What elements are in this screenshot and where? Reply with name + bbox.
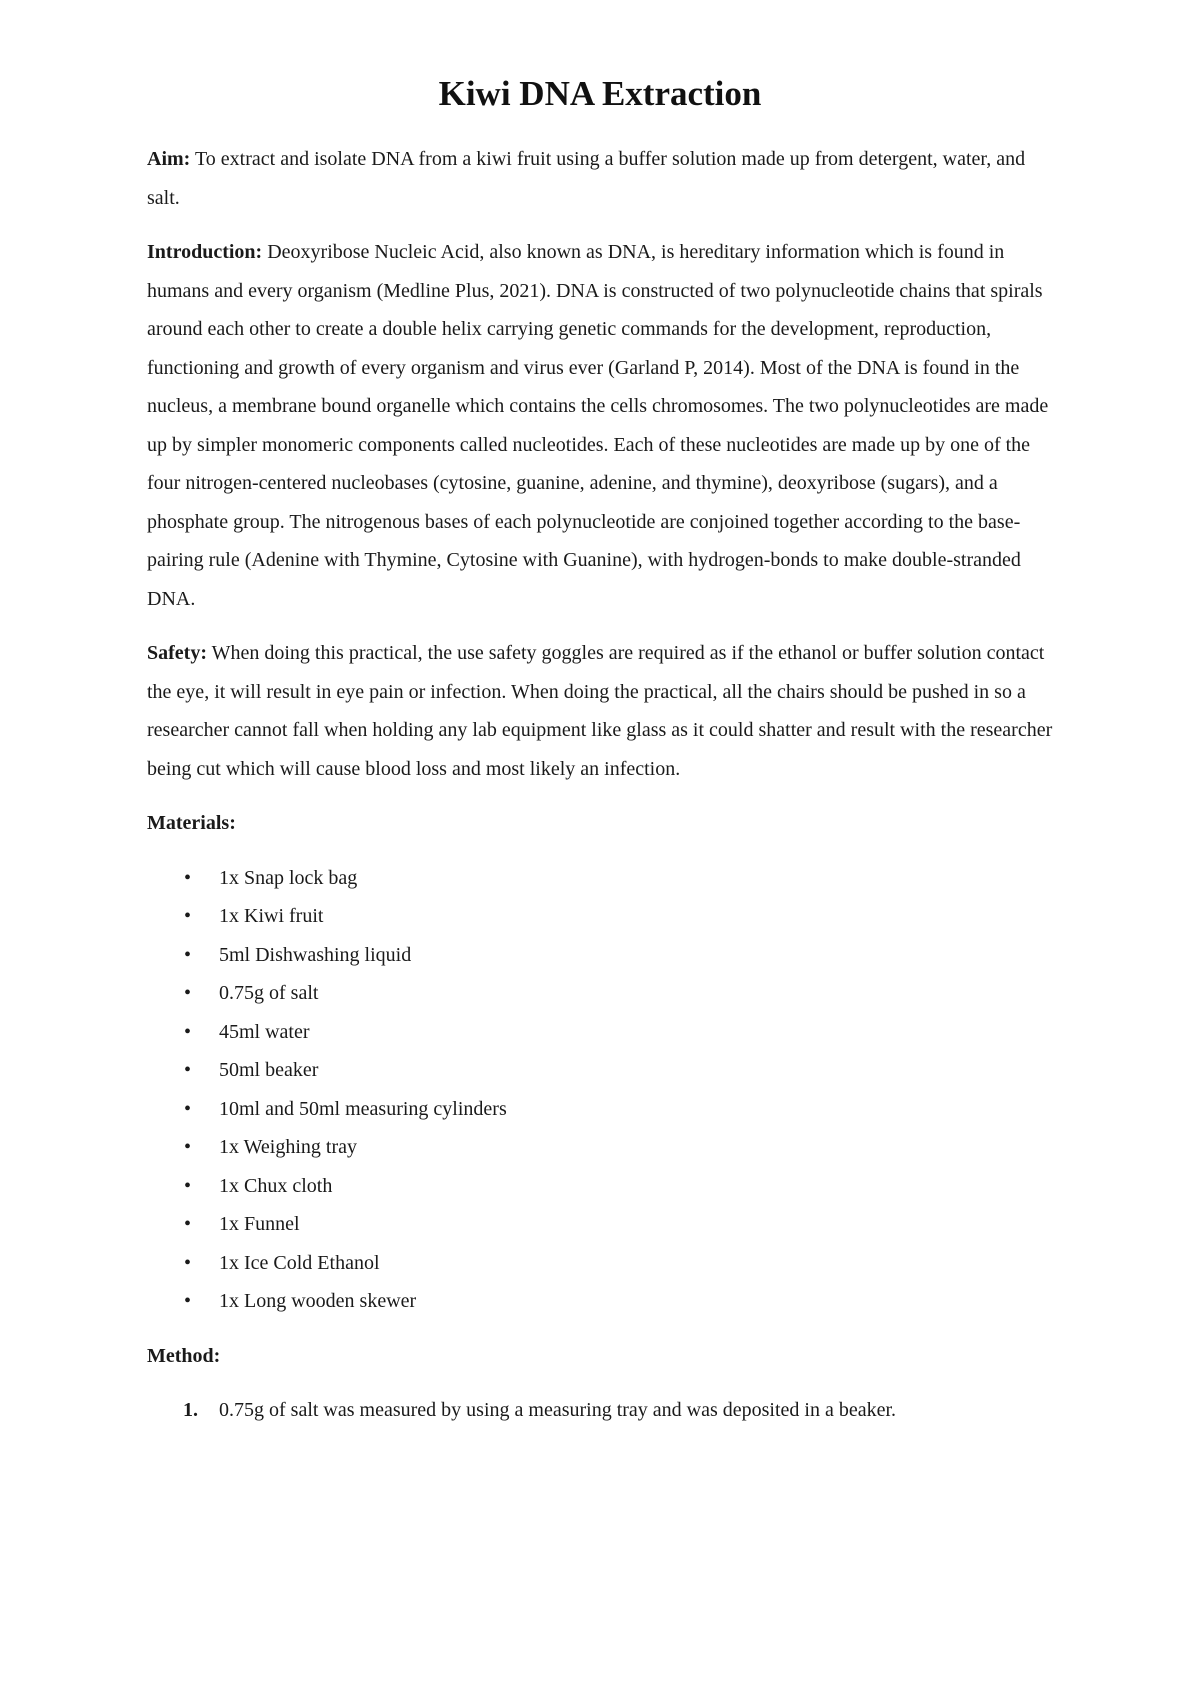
bullet-icon: • bbox=[184, 1213, 192, 1235]
safety-paragraph bbox=[147, 634, 1062, 788]
list-item bbox=[147, 859, 1062, 898]
bullet-icon: • bbox=[184, 1290, 192, 1312]
list-item bbox=[147, 1391, 1062, 1430]
bullet-icon: • bbox=[184, 905, 192, 927]
bullet-icon: • bbox=[184, 1020, 192, 1043]
bullet-icon: • bbox=[184, 1097, 192, 1120]
list-item bbox=[147, 1051, 1062, 1090]
material-item-text: 1x Ice Cold Ethanol bbox=[219, 1251, 380, 1274]
list-item bbox=[147, 936, 1062, 975]
list-item bbox=[147, 1205, 1062, 1244]
introduction-label: Introduction: bbox=[147, 241, 263, 263]
document-body bbox=[147, 140, 1062, 1430]
material-item-text: 1x Long wooden skewer bbox=[219, 1290, 417, 1312]
material-item-text: 1x Chux cloth bbox=[219, 1174, 333, 1197]
introduction-text: Deoxyribose Nucleic Acid, also known as DNA, is hereditary information which is found in humans and every organism (Medline Plus, 2021). DNA is constructed of two polynucleotide chains that spirals around each other to create a double helix carrying genetic commands for the development, reproduction, functioning and growth of every organism and virus ever (Garland P, 2014). Most of the DNA is found in the nucleus, a membrane bound organelle which contains the cells chromosomes. The two polynucleotides are made up by simpler monomeric components called nucleotides. Each of these nucleotides are made up by one of the four nitrogen-centered nucleobases (cytosine, guanine, adenine, and thymine), deoxyribose (sugars), and a phosphate group. The nitrogenous bases of each polynucleotide are conjoined together according to the base-pairing rule (Adenine with Thymine, Cytosine with Guanine), with hydrogen-bonds to make double-stranded DNA. bbox=[147, 241, 1049, 610]
aim-label: Aim: bbox=[147, 148, 191, 170]
list-item bbox=[147, 974, 1062, 1013]
bullet-icon: • bbox=[184, 982, 192, 1004]
step-text: 0.75g of salt was measured by using a measuring tray and was deposited in a beaker. bbox=[219, 1399, 897, 1421]
material-item-text: 10ml and 50ml measuring cylinders bbox=[219, 1097, 507, 1120]
bullet-icon: • bbox=[184, 1251, 192, 1274]
material-item-text: 50ml beaker bbox=[219, 1059, 319, 1081]
method-list bbox=[147, 1391, 1062, 1430]
bullet-icon: • bbox=[184, 1136, 192, 1158]
list-item bbox=[147, 897, 1062, 936]
safety-text: When doing this practical, the use safety goggles are required as if the ethanol or buffer solution contact the eye, it will result in eye pain or infection. When doing the practical, all the chairs should be pushed in so a researcher cannot fall when holding any lab equipment like glass as it could shatter and result with the researcher being cut which will cause blood loss and most likely an infection. bbox=[147, 642, 1053, 780]
bullet-icon: • bbox=[184, 866, 192, 889]
aim-paragraph bbox=[147, 140, 1062, 217]
bullet-icon: • bbox=[184, 943, 192, 966]
material-item-text: 1x Weighing tray bbox=[219, 1136, 357, 1158]
material-item-text: 1x Funnel bbox=[219, 1213, 300, 1235]
step-number: 1. bbox=[183, 1399, 198, 1421]
material-item-text: 5ml Dishwashing liquid bbox=[219, 943, 412, 966]
material-item-text: 45ml water bbox=[219, 1020, 310, 1043]
list-item bbox=[147, 1090, 1062, 1129]
materials-heading: Materials: bbox=[147, 812, 236, 834]
materials-list bbox=[147, 859, 1062, 1321]
aim-text: To extract and isolate DNA from a kiwi fruit using a buffer solution made up from detergent, water, and salt. bbox=[147, 148, 1026, 209]
material-item-text: 0.75g of salt bbox=[219, 982, 319, 1004]
list-item bbox=[147, 1282, 1062, 1321]
list-item bbox=[147, 1128, 1062, 1167]
material-item-text: 1x Snap lock bag bbox=[219, 866, 358, 889]
method-heading: Method: bbox=[147, 1344, 221, 1367]
list-item bbox=[147, 1167, 1062, 1206]
document-title: Kiwi DNA Extraction bbox=[438, 74, 762, 113]
list-item bbox=[147, 1244, 1062, 1283]
introduction-paragraph bbox=[147, 233, 1062, 618]
list-item bbox=[147, 1013, 1062, 1052]
material-item-text: 1x Kiwi fruit bbox=[219, 905, 324, 927]
bullet-icon: • bbox=[184, 1174, 192, 1197]
bullet-icon: • bbox=[184, 1059, 192, 1081]
safety-label: Safety: bbox=[147, 642, 207, 664]
